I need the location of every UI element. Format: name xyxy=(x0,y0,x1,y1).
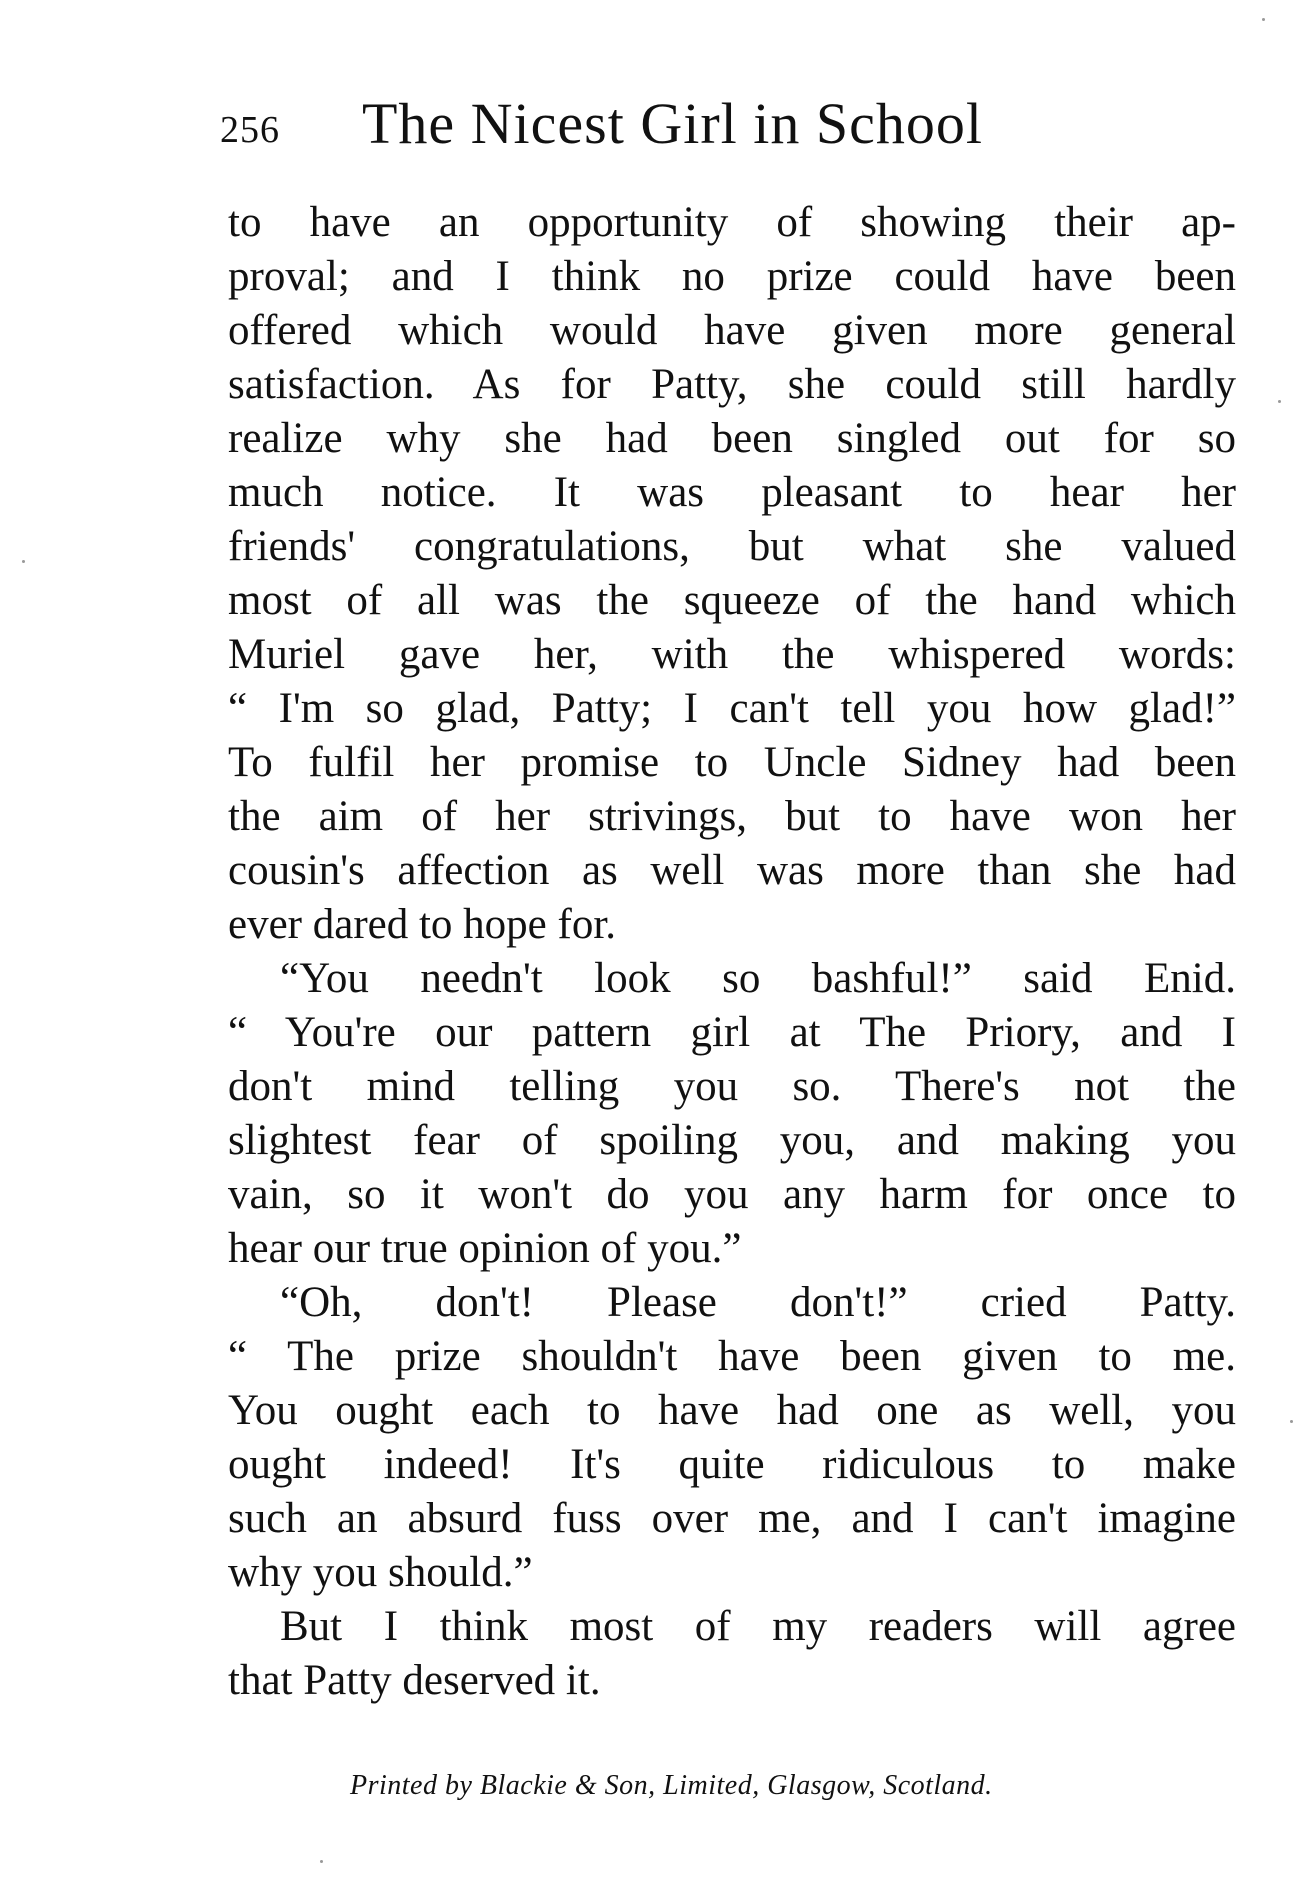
text-line: why you should.” xyxy=(228,1549,533,1596)
text-line: realize why she had been singled out for so xyxy=(228,415,1236,462)
text-line: “ The prize shouldn't have been given to me. xyxy=(228,1333,1236,1380)
text-line: ever dared to hope for. xyxy=(228,901,617,948)
text-line: “ You're our pattern girl at The Priory, and I xyxy=(228,1009,1236,1056)
text-line: proval; and I think no prize could have been xyxy=(228,253,1236,300)
page-header xyxy=(212,90,1112,160)
text-line: But I think most of my readers will agree xyxy=(280,1603,1236,1650)
body-text xyxy=(228,196,1236,1708)
text-line: vain, so it won't do you any harm for once to xyxy=(228,1171,1236,1218)
text-line: that Patty deserved it. xyxy=(228,1657,601,1704)
scan-speck xyxy=(1278,400,1281,403)
text-line: much notice. It was pleasant to hear her xyxy=(228,469,1236,516)
text-line: the aim of her strivings, but to have won her xyxy=(228,793,1236,840)
text-line: such an absurd fuss over me, and I can't imagine xyxy=(228,1495,1236,1542)
scan-speck xyxy=(1290,1420,1293,1423)
scan-speck xyxy=(1262,18,1265,21)
text-line: You ought each to have had one as well, you xyxy=(228,1387,1236,1434)
paragraph xyxy=(228,1276,1236,1600)
text-line: cousin's affection as well was more than she had xyxy=(228,847,1236,894)
page-number: 256 xyxy=(220,109,280,151)
text-line: “You needn't look so bashful!” said Enid. xyxy=(280,955,1236,1002)
text-line: “ I'm so glad, Patty; I can't tell you how glad!” xyxy=(228,685,1236,732)
text-line: don't mind telling you so. There's not the xyxy=(228,1063,1236,1110)
printer-imprint: Printed by Blackie & Son, Limited, Glasgow, Scotland. xyxy=(350,1770,993,1801)
text-line: To fulfil her promise to Uncle Sidney had been xyxy=(228,739,1236,786)
scan-speck xyxy=(22,560,25,563)
text-line: hear our true opinion of you.” xyxy=(228,1225,742,1272)
text-line: slightest fear of spoiling you, and making you xyxy=(228,1117,1236,1164)
text-line: “Oh, don't! Please don't!” cried Patty. xyxy=(280,1279,1236,1326)
paragraph xyxy=(228,1600,1236,1708)
scan-speck xyxy=(320,1860,323,1863)
text-line: most of all was the squeeze of the hand which xyxy=(228,577,1236,624)
paragraph xyxy=(228,196,1236,952)
text-line: ought indeed! It's quite ridiculous to make xyxy=(228,1441,1236,1488)
text-line: offered which would have given more general xyxy=(228,307,1236,354)
text-line: to have an opportunity of showing their ap- xyxy=(228,199,1236,246)
text-line: friends' congratulations, but what she valued xyxy=(228,523,1236,570)
running-title: The Nicest Girl in School xyxy=(362,91,984,156)
paragraph xyxy=(228,952,1236,1276)
text-line: Muriel gave her, with the whispered words: xyxy=(228,631,1236,678)
text-line: satisfaction. As for Patty, she could still hardly xyxy=(228,361,1236,408)
